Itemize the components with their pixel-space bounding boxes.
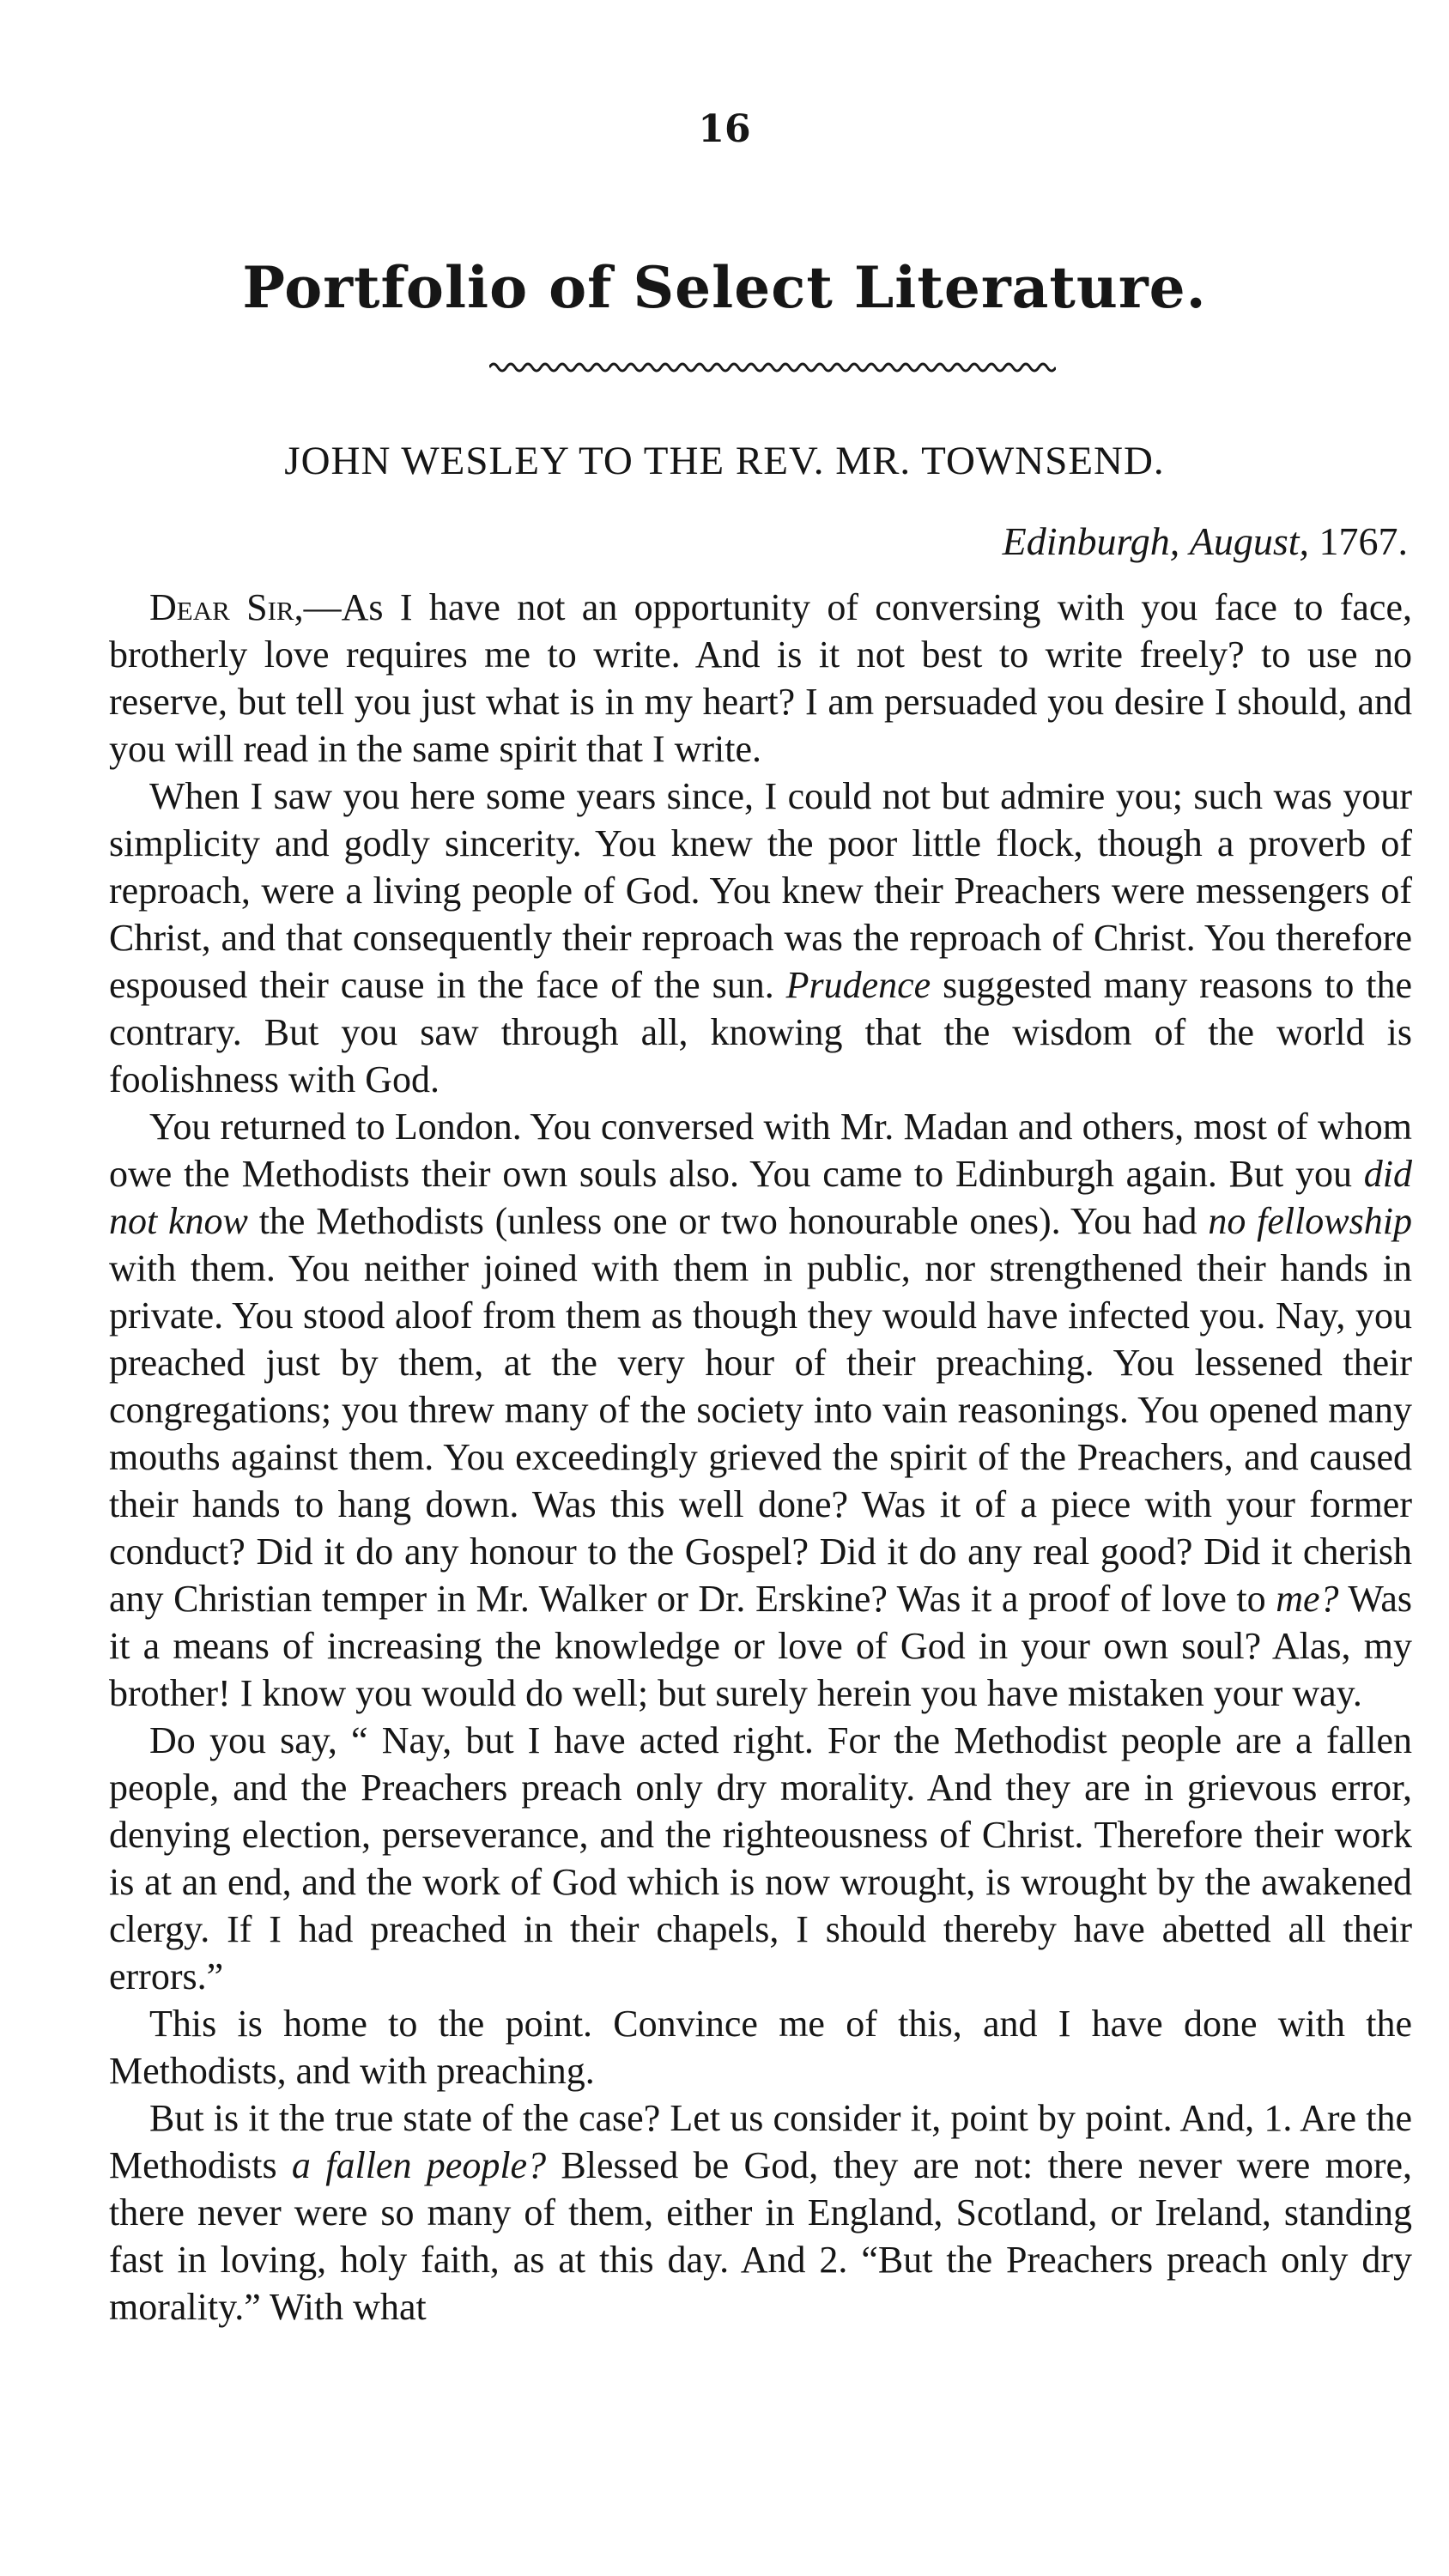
paragraph-3-text-c: with them. You neither joined with them in public, nor strengthened their hands in private. You stood aloof from them as though they would have infected you. Nay, you preached just by them, at the very hour of their preaching. You lessened their congregations; you threw many of the society into vain reasonings. You opened many mouths against them. You exceedingly grieved the spirit of the Preachers, and caused their hands to hang down. Was this well done? Was it of a piece with your former conduct? Did it do any honour to the Gospel? Did it do any real good? Did it cherish any Christian temper in Mr. Walker or Dr. Erskine? Was it a proof of love to: [109, 1247, 1412, 1620]
letter-body: [109, 584, 1412, 2331]
section-title: Portfolio of Select Literature.: [242, 254, 1207, 321]
paragraph-1: [109, 584, 1412, 773]
paragraph-6-italic: a fallen people?: [291, 2144, 547, 2186]
paragraph-1-text: —As I have not an opportunity of conversing with you face to face, brotherly love requires me to write. And is it not best to write freely? to use no reserve, but tell you just what is in my heart? I am persuaded you desire I should, and you will read in the same spirit that I write.: [109, 586, 1412, 770]
paragraph-3-text-b: the Methodists (unless one or two honourable ones). You had: [258, 1200, 1197, 1242]
paragraph-3: [109, 1103, 1412, 1717]
page-number: 16: [698, 107, 751, 151]
paragraph-3-italic-1: did not know: [109, 1153, 1413, 1242]
paragraph-2: [109, 773, 1412, 1103]
dateline: [1003, 518, 1408, 564]
paragraph-3-italic-3: me?: [1276, 1578, 1339, 1620]
paragraph-3-text-d: Was it a means of increasing the knowledge or love of God in your own soul? Alas, my brother! I know you would do well; but surely herein you have mistaken your way.: [109, 1578, 1412, 1714]
paragraph-6-text-b: Blessed be God, they are not: there never were more, there never were so many of them, either in England, Scotland, or Ireland, standing fast in loving, holy faith, as at this day. And 2. “But the Preachers preach only dry morality.” With what: [109, 2144, 1413, 2328]
article-title: JOHN WESLEY TO THE REV. MR. TOWNSEND.: [284, 439, 1165, 483]
dateline-place: Edinburgh,: [1002, 519, 1180, 563]
wavy-rule-ornament: [489, 359, 1056, 376]
dateline-month: August,: [1189, 519, 1309, 563]
paragraph-2-text-a: When I saw you here some years since, I could not but admire you; such was your simplicity and godly sincerity. You knew the poor little flock, though a proverb of reproach, were a living people of God. You knew their Preachers were messengers of Christ, and that consequently their reproach was the reproach of Christ. You therefore espoused their cause in the face of the sun.: [109, 775, 1412, 1006]
paragraph-6-text-a: But is it the true state of the case? Let us consider it, point by point. And, 1. Are the Methodists: [109, 2097, 1412, 2186]
paragraph-6: [109, 2094, 1412, 2331]
paragraph-2-text-b: suggested many reasons to the contrary. But you saw through all, knowing that the wisdom of the world is foolishness with God.: [109, 964, 1413, 1100]
paragraph-3-italic-2: no fellowship: [1208, 1200, 1413, 1242]
paragraph-2-italic: Prudence: [785, 964, 931, 1006]
paragraph-3-text-a: You returned to London. You conversed with Mr. Madan and others, most of whom owe the Methodists their own souls also. You came to Edinburgh again. But you: [109, 1106, 1412, 1195]
paragraph-4: Do you say, “ Nay, but I have acted right. For the Methodist people are a fallen people, and the Preachers preach only dry morality. And they are in grievous error, denying election, perseverance, and the righteousness of Christ. Therefore their work is at an end, and the work of God which is now wrought, is wrought by the awakened clergy. If I had preached in their chapels, I should thereby have abetted all their errors.”: [109, 1719, 1412, 1997]
salutation: Dear Sir,: [149, 586, 304, 628]
paragraph-5: This is home to the point. Convince me of this, and I have done with the Methodists, and with preaching.: [109, 2003, 1412, 2092]
dateline-year: 1767.: [1319, 519, 1408, 563]
